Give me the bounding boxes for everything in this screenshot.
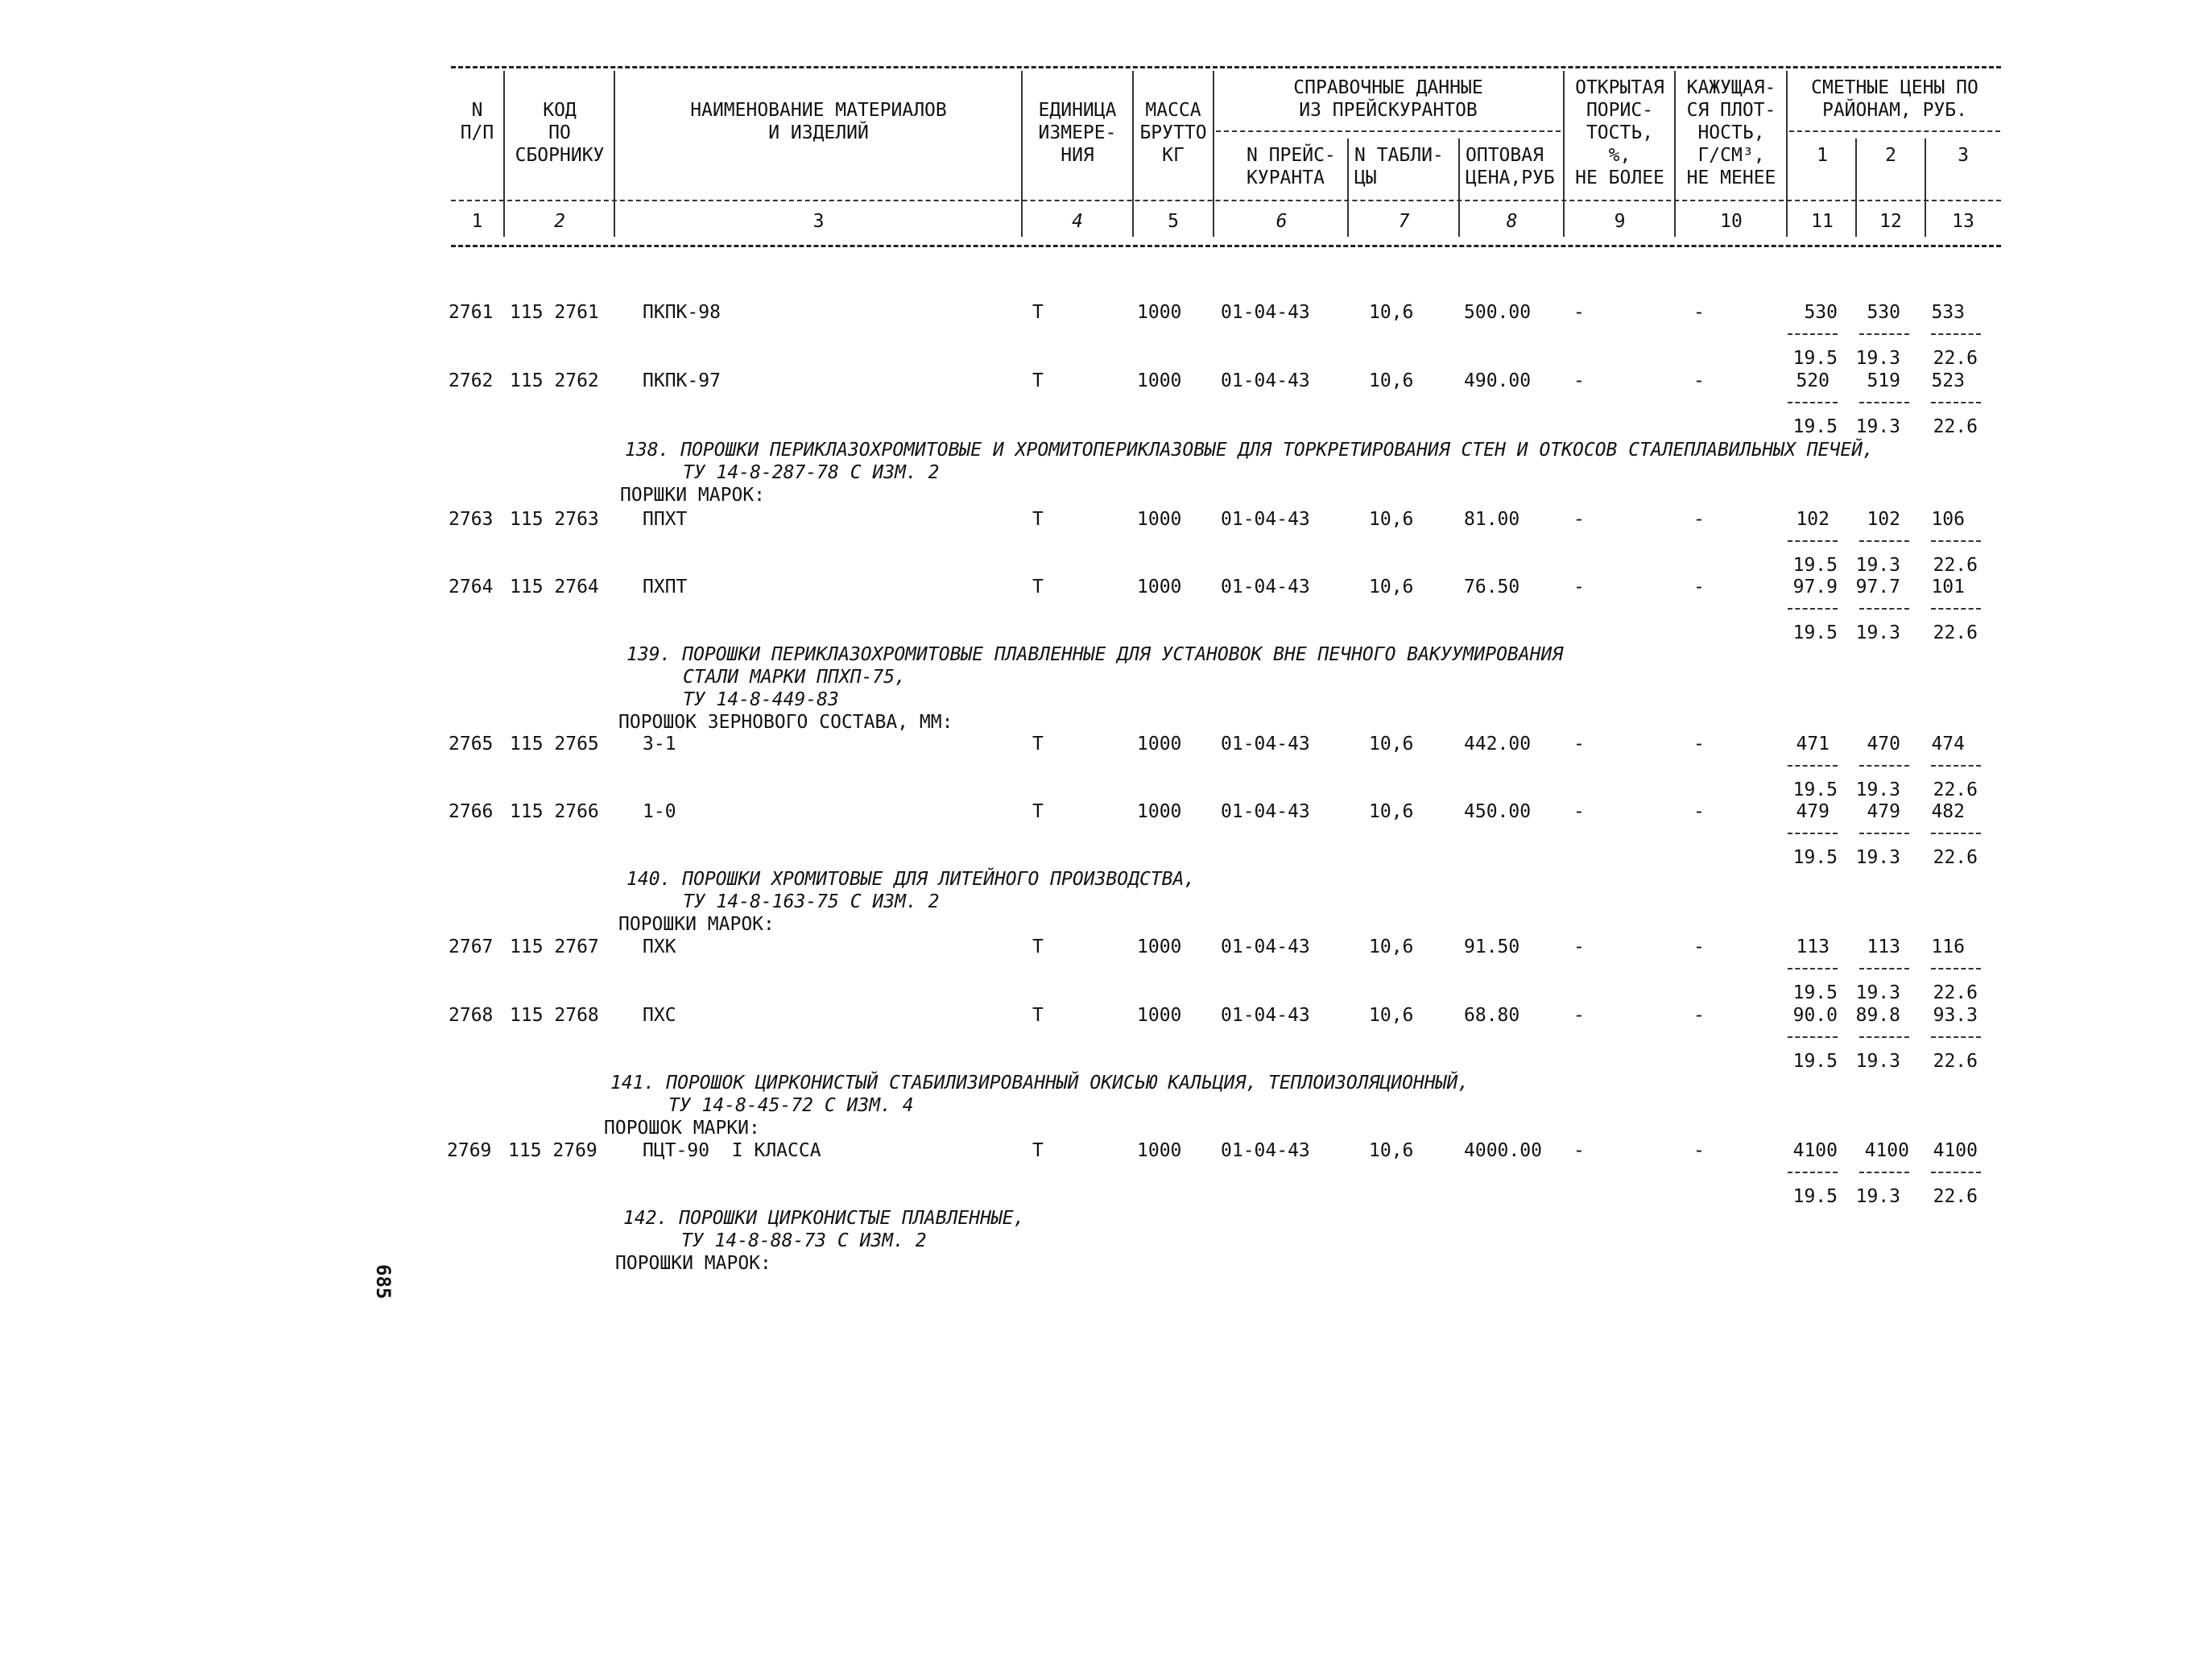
row-price: 91.50: [1464, 936, 1520, 957]
fraction-line: [1788, 1036, 1838, 1038]
row-density: -: [1693, 1005, 1705, 1026]
section-note: ПОРОШКИ МАРОК:: [618, 914, 775, 935]
row-code: 115 2764: [510, 577, 599, 597]
row-mass: 1000: [1137, 302, 1182, 323]
fraction-line: [1859, 1036, 1909, 1038]
section-title: 141. ПОРОШОК ЦИРКОНИСТЫЙ СТАБИЛИЗИРОВАННЫЙ ОКИСЬЮ КАЛЬЦИЯ, ТЕПЛОИЗОЛЯЦИОННЫЙ,: [610, 1073, 1470, 1094]
header-col-num: N: [471, 100, 483, 121]
row-index-region-1: 19.5: [1792, 982, 1838, 1003]
row-price-region-1: 530: [1804, 302, 1838, 323]
row-name: ППХТ: [643, 509, 688, 530]
section-title: 138. ПОРОШКИ ПЕРИКЛАЗОХРОМИТОВЫЕ И ХРОМИТОПЕРИКЛАЗОВЫЕ ДЛЯ ТОРКРЕТИРОВАНИЯ СТЕН И ОТКОСОВ СТАЛЕПЛАВИЛЬНЫХ ПЕЧЕЙ,: [625, 440, 1874, 461]
row-mass: 1000: [1137, 936, 1182, 957]
row-mass: 1000: [1137, 1140, 1182, 1161]
row-pricelist: 01-04-43: [1221, 936, 1310, 957]
row-index-region-3: 22.6: [1933, 416, 1978, 437]
row-table: 10,6: [1369, 1140, 1414, 1161]
fraction-line: [1931, 1036, 1981, 1038]
row-price: 442.00: [1464, 734, 1532, 755]
row-pricelist: 01-04-43: [1221, 302, 1310, 323]
fraction-line: [1931, 333, 1981, 335]
row-index-region-3: 22.6: [1933, 1051, 1978, 1072]
row-table: 10,6: [1369, 1005, 1414, 1026]
row-density: -: [1693, 509, 1705, 530]
row-mass: 1000: [1137, 801, 1182, 822]
row-number: 2768: [449, 1005, 494, 1026]
row-unit: Т: [1032, 1005, 1044, 1026]
row-density: -: [1693, 577, 1705, 597]
header-col-density: НОСТЬ,: [1697, 122, 1765, 143]
row-name: ПХК: [643, 936, 676, 957]
fraction-line: [1931, 765, 1981, 767]
row-index-region-1: 19.5: [1792, 416, 1838, 437]
fraction-line: [1931, 833, 1981, 834]
row-index-region-1: 19.5: [1792, 1051, 1838, 1072]
row-index-region-3: 22.6: [1933, 622, 1978, 643]
header-price-group: РАЙОНАМ, РУБ.: [1821, 100, 1967, 121]
header-inner-rule: [1789, 130, 2000, 132]
header-col-mass: БРУТТО: [1139, 122, 1207, 143]
row-index-region-2: 19.3: [1855, 348, 1900, 369]
row-number: 2762: [449, 370, 494, 391]
row-price-region-1: 113: [1796, 936, 1830, 957]
row-table: 10,6: [1369, 370, 1414, 391]
header-col-price: ОПТОВАЯ: [1466, 145, 1544, 166]
row-pricelist: 01-04-43: [1221, 370, 1310, 391]
row-index-region-2: 19.3: [1855, 779, 1900, 800]
header-separator: [1213, 71, 1214, 237]
row-name: ПКПК-97: [643, 370, 721, 391]
col-number: 1: [471, 211, 483, 232]
row-price-region-1: 520: [1796, 370, 1830, 391]
row-price: 81.00: [1464, 509, 1520, 530]
fraction-line: [1931, 1172, 1981, 1173]
row-mass: 1000: [1137, 577, 1182, 597]
header-col-name: НАИМЕНОВАНИЕ МАТЕРИАЛОВ: [690, 100, 947, 121]
row-index-region-2: 19.3: [1855, 847, 1900, 868]
header-ref-group: ИЗ ПРЕЙСКУРАНТОВ: [1299, 100, 1478, 121]
row-price-region-2: 102: [1867, 509, 1900, 530]
row-price-region-2: 4100: [1864, 1140, 1909, 1161]
row-porosity: -: [1573, 1005, 1585, 1026]
row-price-region-2: 113: [1867, 936, 1900, 957]
row-price-region-3: 101: [1931, 577, 1965, 597]
row-price-region-1: 97.9: [1792, 577, 1838, 597]
row-pricelist: 01-04-43: [1221, 734, 1310, 755]
header-separator: [1674, 71, 1676, 237]
row-pricelist: 01-04-43: [1221, 1005, 1310, 1026]
row-porosity: -: [1573, 370, 1585, 391]
row-porosity: -: [1573, 801, 1585, 822]
fraction-line: [1931, 540, 1981, 542]
header-top-rule: [451, 66, 2001, 68]
row-mass: 1000: [1137, 370, 1182, 391]
row-number: 2761: [449, 302, 494, 323]
row-price-region-3: 482: [1931, 801, 1965, 822]
row-unit: Т: [1032, 302, 1044, 323]
row-price-region-3: 4100: [1933, 1140, 1978, 1161]
row-porosity: -: [1573, 734, 1585, 755]
section-spec: ТУ 14-8-45-72 С ИЗМ. 4: [668, 1095, 914, 1116]
row-price-region-3: 93.3: [1933, 1005, 1978, 1026]
header-separator: [503, 71, 505, 237]
row-index-region-1: 19.5: [1792, 555, 1838, 576]
row-price-region-3: 523: [1931, 370, 1965, 391]
section-spec: ТУ 14-8-88-73 С ИЗМ. 2: [681, 1230, 927, 1251]
header-col-table: N ТАБЛИ-: [1354, 145, 1444, 166]
header-col-name: И ИЗДЕЛИЙ: [768, 122, 869, 143]
section-title: 140. ПОРОШКИ ХРОМИТОВЫЕ ДЛЯ ЛИТЕЙНОГО ПРОИЗВОДСТВА,: [626, 869, 1196, 890]
header-separator: [1786, 71, 1788, 237]
row-number: 2763: [449, 509, 494, 530]
row-density: -: [1693, 801, 1705, 822]
row-density: -: [1693, 370, 1705, 391]
col-number: 12: [1879, 211, 1902, 232]
fraction-line: [1788, 765, 1838, 767]
row-price: 76.50: [1464, 577, 1520, 597]
row-density: -: [1693, 936, 1705, 957]
row-unit: Т: [1032, 509, 1044, 530]
row-price: 4000.00: [1464, 1140, 1542, 1161]
row-number: 2769: [447, 1140, 492, 1161]
row-name: ПКПК-98: [643, 302, 721, 323]
fraction-line: [1788, 333, 1838, 335]
row-table: 10,6: [1369, 936, 1414, 957]
row-table: 10,6: [1369, 801, 1414, 822]
row-name: ПЦТ-90 I КЛАССА: [643, 1140, 821, 1161]
row-unit: Т: [1032, 1140, 1044, 1161]
row-price: 450.00: [1464, 801, 1532, 822]
fraction-line: [1788, 540, 1838, 542]
row-name: 1-0: [643, 801, 676, 822]
col-number: 4: [1072, 211, 1083, 232]
fraction-line: [1859, 608, 1909, 610]
row-code: 115 2763: [510, 509, 599, 530]
row-porosity: -: [1573, 509, 1585, 530]
row-index-region-1: 19.5: [1792, 622, 1838, 643]
header-inner-rule: [451, 200, 2001, 201]
header-col-num: П/П: [460, 122, 494, 143]
row-number: 2764: [449, 577, 494, 597]
row-porosity: -: [1573, 936, 1585, 957]
fraction-line: [1859, 765, 1909, 767]
fraction-line: [1931, 968, 1981, 970]
fraction-line: [1859, 333, 1909, 335]
section-spec: ТУ 14-8-449-83: [683, 689, 839, 710]
row-table: 10,6: [1369, 302, 1414, 323]
header-region: 3: [1958, 145, 1969, 166]
row-index-region-2: 19.3: [1855, 1051, 1900, 1072]
section-title: 139. ПОРОШКИ ПЕРИКЛАЗОХРОМИТОВЫЕ ПЛАВЛЕННЫЕ ДЛЯ УСТАНОВОК ВНЕ ПЕЧНОГО ВАКУУМИРОВАНИЯ: [626, 644, 1564, 665]
fraction-line: [1859, 968, 1909, 970]
fraction-line: [1788, 833, 1838, 834]
row-code: 115 2761: [510, 302, 599, 323]
col-number: 10: [1720, 211, 1743, 232]
header-col-porosity: НЕ БОЛЕЕ: [1575, 167, 1664, 188]
row-index-region-3: 22.6: [1933, 779, 1978, 800]
col-number: 2: [554, 211, 565, 232]
row-unit: Т: [1032, 801, 1044, 822]
header-separator: [1347, 138, 1349, 237]
header-ref-group: СПРАВОЧНЫЕ ДАННЫЕ: [1293, 77, 1483, 98]
header-col-density: КАЖУЩАЯ-: [1686, 77, 1776, 98]
header-bottom-rule: [451, 245, 2001, 247]
col-number: 11: [1811, 211, 1834, 232]
row-price-region-3: 116: [1931, 936, 1965, 957]
row-index-region-1: 19.5: [1792, 1186, 1838, 1207]
row-index-region-2: 19.3: [1855, 1186, 1900, 1207]
fraction-line: [1859, 540, 1909, 542]
row-name: 3-1: [643, 734, 676, 755]
row-code: 115 2768: [510, 1005, 599, 1026]
row-price-region-3: 533: [1931, 302, 1965, 323]
row-price-region-2: 97.7: [1855, 577, 1900, 597]
header-col-table: ЦЫ: [1354, 167, 1377, 188]
row-index-region-2: 19.3: [1855, 416, 1900, 437]
col-number: 6: [1276, 211, 1288, 232]
row-price-region-1: 4100: [1792, 1140, 1838, 1161]
row-index-region-1: 19.5: [1792, 348, 1838, 369]
fraction-line: [1859, 402, 1909, 403]
row-porosity: -: [1573, 577, 1585, 597]
row-index-region-2: 19.3: [1855, 622, 1900, 643]
col-number: 5: [1168, 211, 1179, 232]
row-unit: Т: [1032, 734, 1044, 755]
row-table: 10,6: [1369, 509, 1414, 530]
row-code: 115 2767: [510, 936, 599, 957]
header-col-porosity: %,: [1608, 145, 1631, 166]
row-pricelist: 01-04-43: [1221, 577, 1310, 597]
row-density: -: [1693, 734, 1705, 755]
section-title: 142. ПОРОШКИ ЦИРКОНИСТЫЕ ПЛАВЛЕННЫЕ,: [623, 1208, 1025, 1229]
row-code: 115 2766: [510, 801, 599, 822]
row-density: -: [1693, 1140, 1705, 1161]
col-number: 13: [1952, 211, 1974, 232]
row-index-region-2: 19.3: [1855, 555, 1900, 576]
fraction-line: [1859, 1172, 1909, 1173]
row-price-region-1: 102: [1796, 509, 1830, 530]
row-index-region-3: 22.6: [1933, 348, 1978, 369]
header-col-pricelist: КУРАНТА: [1247, 167, 1325, 188]
header-col-mass: КГ: [1162, 145, 1185, 166]
row-unit: Т: [1032, 370, 1044, 391]
section-subtitle: СТАЛИ МАРКИ ППХП-75,: [683, 667, 906, 688]
fraction-line: [1788, 968, 1838, 970]
section-note: ПОРШКИ МАРОК:: [620, 485, 766, 506]
row-price-region-2: 519: [1867, 370, 1900, 391]
row-price-region-2: 530: [1867, 302, 1900, 323]
row-pricelist: 01-04-43: [1221, 801, 1310, 822]
row-table: 10,6: [1369, 734, 1414, 755]
row-index-region-3: 22.6: [1933, 847, 1978, 868]
header-col-density: Г/СМ³,: [1697, 145, 1765, 166]
row-price-region-3: 474: [1931, 734, 1965, 755]
section-spec: ТУ 14-8-287-78 С ИЗМ. 2: [683, 462, 940, 483]
row-pricelist: 01-04-43: [1221, 1140, 1310, 1161]
row-price: 68.80: [1464, 1005, 1520, 1026]
row-name: ПХПТ: [643, 577, 688, 597]
row-unit: Т: [1032, 936, 1044, 957]
row-price-region-1: 471: [1796, 734, 1830, 755]
row-number: 2767: [449, 936, 494, 957]
section-note: ПОРОШКИ МАРОК:: [615, 1253, 771, 1274]
row-index-region-3: 22.6: [1933, 555, 1978, 576]
header-inner-rule: [1216, 130, 1561, 132]
header-region: 2: [1885, 145, 1896, 166]
row-code: 115 2769: [508, 1140, 597, 1161]
row-price: 500.00: [1464, 302, 1532, 323]
header-col-price: ЦЕНА,РУБ: [1466, 167, 1555, 188]
col-number: 9: [1614, 211, 1626, 232]
row-pricelist: 01-04-43: [1221, 509, 1310, 530]
row-index-region-3: 22.6: [1933, 1186, 1978, 1207]
header-col-density: НЕ МЕНЕЕ: [1686, 167, 1776, 188]
header-col-porosity: ТОСТЬ,: [1586, 122, 1654, 143]
col-number: 3: [812, 211, 825, 232]
col-number: 8: [1506, 211, 1518, 232]
row-porosity: -: [1573, 302, 1585, 323]
row-price-region-1: 479: [1796, 801, 1830, 822]
fraction-line: [1788, 402, 1838, 403]
header-col-code: КОД: [543, 100, 577, 121]
section-note: ПОРОШОК ЗЕРНОВОГО СОСТАВА, ММ:: [618, 712, 953, 733]
row-mass: 1000: [1137, 509, 1182, 530]
row-porosity: -: [1573, 1140, 1585, 1161]
fraction-line: [1788, 1172, 1838, 1173]
row-mass: 1000: [1137, 734, 1182, 755]
header-price-group: СМЕТНЫЕ ЦЕНЫ ПО: [1811, 77, 1978, 98]
row-price-region-1: 90.0: [1792, 1005, 1838, 1026]
fraction-line: [1931, 608, 1981, 610]
row-index-region-3: 22.6: [1933, 982, 1978, 1003]
row-price: 490.00: [1464, 370, 1532, 391]
col-number: 7: [1398, 211, 1410, 232]
row-index-region-1: 19.5: [1792, 779, 1838, 800]
row-density: -: [1693, 302, 1705, 323]
row-index-region-1: 19.5: [1792, 847, 1838, 868]
section-spec: ТУ 14-8-163-75 С ИЗМ. 2: [683, 891, 940, 912]
header-col-code: ПО: [548, 122, 571, 143]
row-mass: 1000: [1137, 1005, 1182, 1026]
row-index-region-2: 19.3: [1855, 982, 1900, 1003]
row-table: 10,6: [1369, 577, 1414, 597]
header-col-porosity: ОТКРЫТАЯ: [1575, 77, 1664, 98]
header-separator: [1458, 138, 1460, 237]
row-code: 115 2762: [510, 370, 599, 391]
row-number: 2766: [449, 801, 494, 822]
row-unit: Т: [1032, 577, 1044, 597]
row-number: 2765: [449, 734, 494, 755]
fraction-line: [1931, 402, 1981, 403]
header-col-mass: МАССА: [1145, 100, 1201, 121]
row-price-region-3: 106: [1931, 509, 1965, 530]
header-col-unit: ЕДИНИЦА: [1038, 100, 1117, 121]
page-number: 685: [372, 1264, 395, 1300]
row-price-region-2: 479: [1867, 801, 1900, 822]
header-col-density: СЯ ПЛОТ-: [1686, 100, 1776, 121]
header-col-pricelist: N ПРЕЙС-: [1247, 145, 1336, 166]
fraction-line: [1788, 608, 1838, 610]
header-col-unit: НИЯ: [1061, 145, 1094, 166]
header-separator: [1563, 71, 1565, 237]
header-separator: [614, 71, 615, 237]
fraction-line: [1859, 833, 1909, 834]
header-region: 1: [1817, 145, 1828, 166]
header-col-code: СБОРНИКУ: [515, 145, 605, 166]
header-col-porosity: ПОРИС-: [1586, 100, 1654, 121]
row-price-region-2: 89.8: [1855, 1005, 1900, 1026]
row-price-region-2: 470: [1867, 734, 1900, 755]
row-name: ПХС: [643, 1005, 676, 1026]
header-col-unit: ИЗМЕРЕ-: [1038, 122, 1117, 143]
row-code: 115 2765: [510, 734, 599, 755]
section-note: ПОРОШОК МАРКИ:: [604, 1118, 760, 1139]
